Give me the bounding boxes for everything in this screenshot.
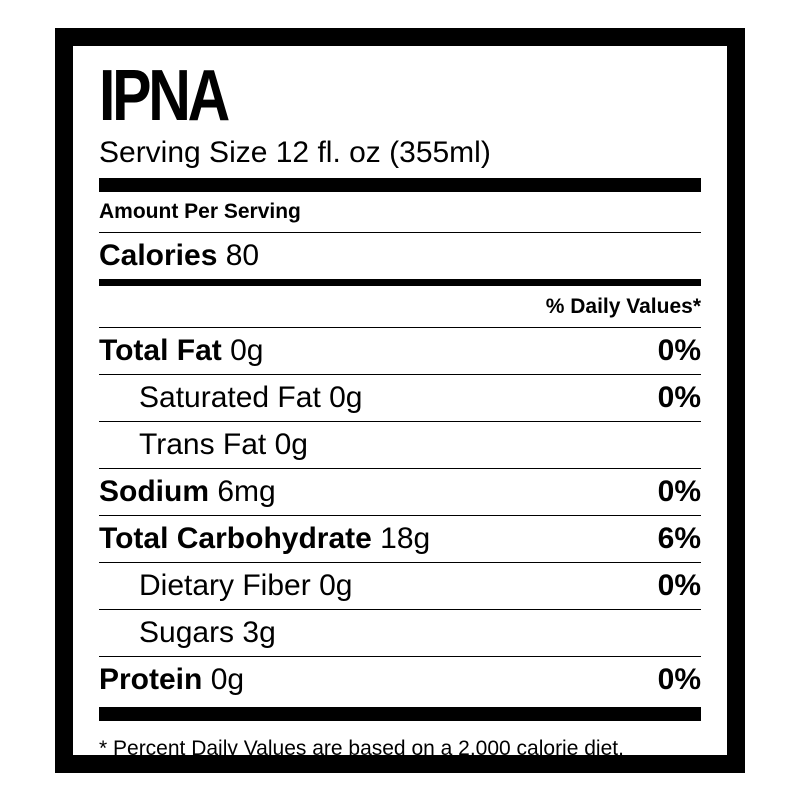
nutrient-amount: 0g [230,334,264,367]
nutrient-name: Total Fat [99,334,222,367]
nutrient-amount: 6mg [217,475,276,508]
nutrient-amount: 3g [242,616,276,649]
daily-values-header: % Daily Values* [545,295,701,318]
nutrient-amount: 0g [210,663,245,696]
nutrient-name: Trans Fat [139,428,267,461]
nutrient-daily-value: 0% [657,569,701,602]
calories-label: Calories [99,239,218,272]
nutrient-amount: 0g [274,428,308,461]
nutrition-facts-label [55,28,745,773]
thick-divider [99,707,701,721]
nutrient-row-sodium [99,469,701,515]
nutrient-row-protein [99,657,701,703]
product-name: IPNA [99,56,227,136]
nutrient-row-total-carbohydrate [99,516,701,562]
nutrient-daily-value: 0% [657,381,701,414]
nutrient-daily-value: 6% [657,522,701,555]
nutrient-row-dietary-fiber [99,563,701,609]
nutrient-name: Sugars [139,616,235,649]
amount-per-serving: Amount Per Serving [99,200,301,223]
nutrient-amount: 18g [380,522,431,555]
calories-value: 80 [225,239,260,272]
nutrient-daily-value: 0% [657,475,701,508]
nutrient-daily-value: 0% [657,334,701,367]
nutrient-daily-value: 0% [657,663,701,696]
nutrient-name: Dietary Fiber [139,569,311,602]
footnote: * Percent Daily Values are based on a 2,000 calorie diet. [99,737,624,760]
nutrient-row-total-fat [99,328,701,374]
medium-divider [99,279,701,286]
nutrient-row-saturated-fat [99,375,701,421]
thick-divider [99,178,701,192]
nutrient-row-trans-fat [99,422,701,468]
nutrient-name: Saturated Fat [139,381,321,414]
nutrient-row-sugars [99,610,701,656]
calories-row [99,233,701,279]
nutrient-name: Sodium [99,475,209,508]
serving-size: Serving Size 12 fl. oz (355ml) [99,136,491,169]
nutrient-name: Total Carbohydrate [99,522,372,555]
nutrient-amount: 0g [329,381,363,414]
nutrient-name: Protein [99,663,203,696]
nutrient-amount: 0g [319,569,353,602]
